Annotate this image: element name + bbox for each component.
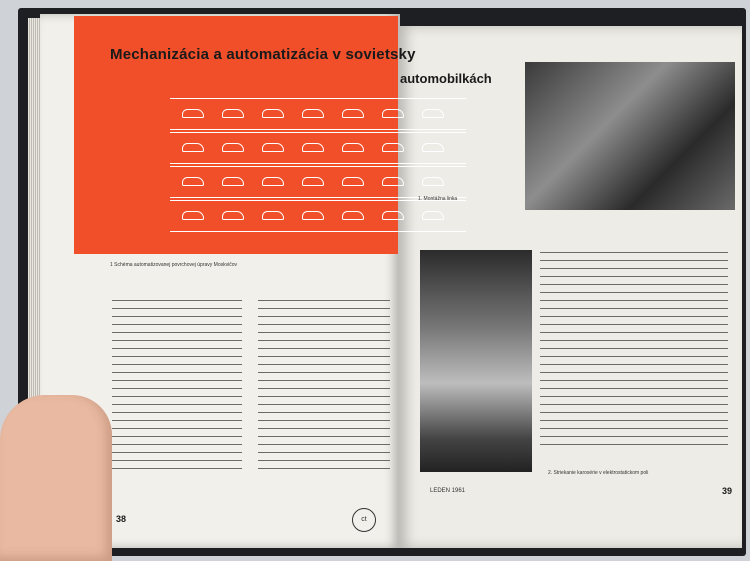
page-number-left: 38	[116, 514, 127, 524]
car-outline	[262, 211, 284, 220]
magazine-logo: ct	[352, 508, 376, 532]
car-outline	[382, 109, 404, 118]
car-outline	[262, 109, 284, 118]
article-title: Mechanizácia a automatizácia v sovietsky	[110, 46, 416, 63]
car-outline	[262, 143, 284, 152]
body-text-col1	[112, 300, 242, 476]
car-outline	[222, 211, 244, 220]
car-outline	[422, 109, 444, 118]
car-outline	[342, 109, 364, 118]
photo-assembly-line	[525, 62, 735, 210]
photo2-caption: 2. Striekanie karosérie v elektrostatickom poli	[548, 470, 649, 476]
car-outline	[222, 143, 244, 152]
photo1-caption: 1. Montážna linka	[418, 196, 458, 202]
car-outline	[222, 109, 244, 118]
car-outline	[262, 177, 284, 186]
car-outline	[342, 177, 364, 186]
hand	[0, 395, 112, 561]
conveyor-row	[170, 200, 466, 232]
page-number-right: 39	[722, 486, 733, 496]
car-outline	[182, 143, 204, 152]
body-text-right	[540, 252, 728, 452]
body-text-col2	[258, 300, 390, 476]
car-outline	[382, 177, 404, 186]
car-outline	[382, 211, 404, 220]
car-outline	[302, 177, 324, 186]
conveyor-row	[170, 132, 466, 164]
car-outline	[222, 177, 244, 186]
conveyor-row	[170, 98, 466, 130]
photo-spray-painting	[420, 250, 532, 472]
car-outline	[422, 211, 444, 220]
car-outline	[182, 177, 204, 186]
conveyor-row	[170, 166, 466, 198]
article-title-continued: automobilkách	[400, 71, 492, 86]
car-outline	[182, 211, 204, 220]
car-outline	[422, 177, 444, 186]
car-outline	[342, 143, 364, 152]
car-outline	[302, 109, 324, 118]
car-outline	[182, 109, 204, 118]
footer-date: LEDEN 1961	[430, 488, 466, 494]
diagram-caption: 1 Schéma automatizovanej povrchovej úpravy Moskvičov	[110, 262, 238, 268]
car-outline	[302, 143, 324, 152]
car-outline	[302, 211, 324, 220]
car-outline	[382, 143, 404, 152]
car-outline	[422, 143, 444, 152]
car-outline	[342, 211, 364, 220]
